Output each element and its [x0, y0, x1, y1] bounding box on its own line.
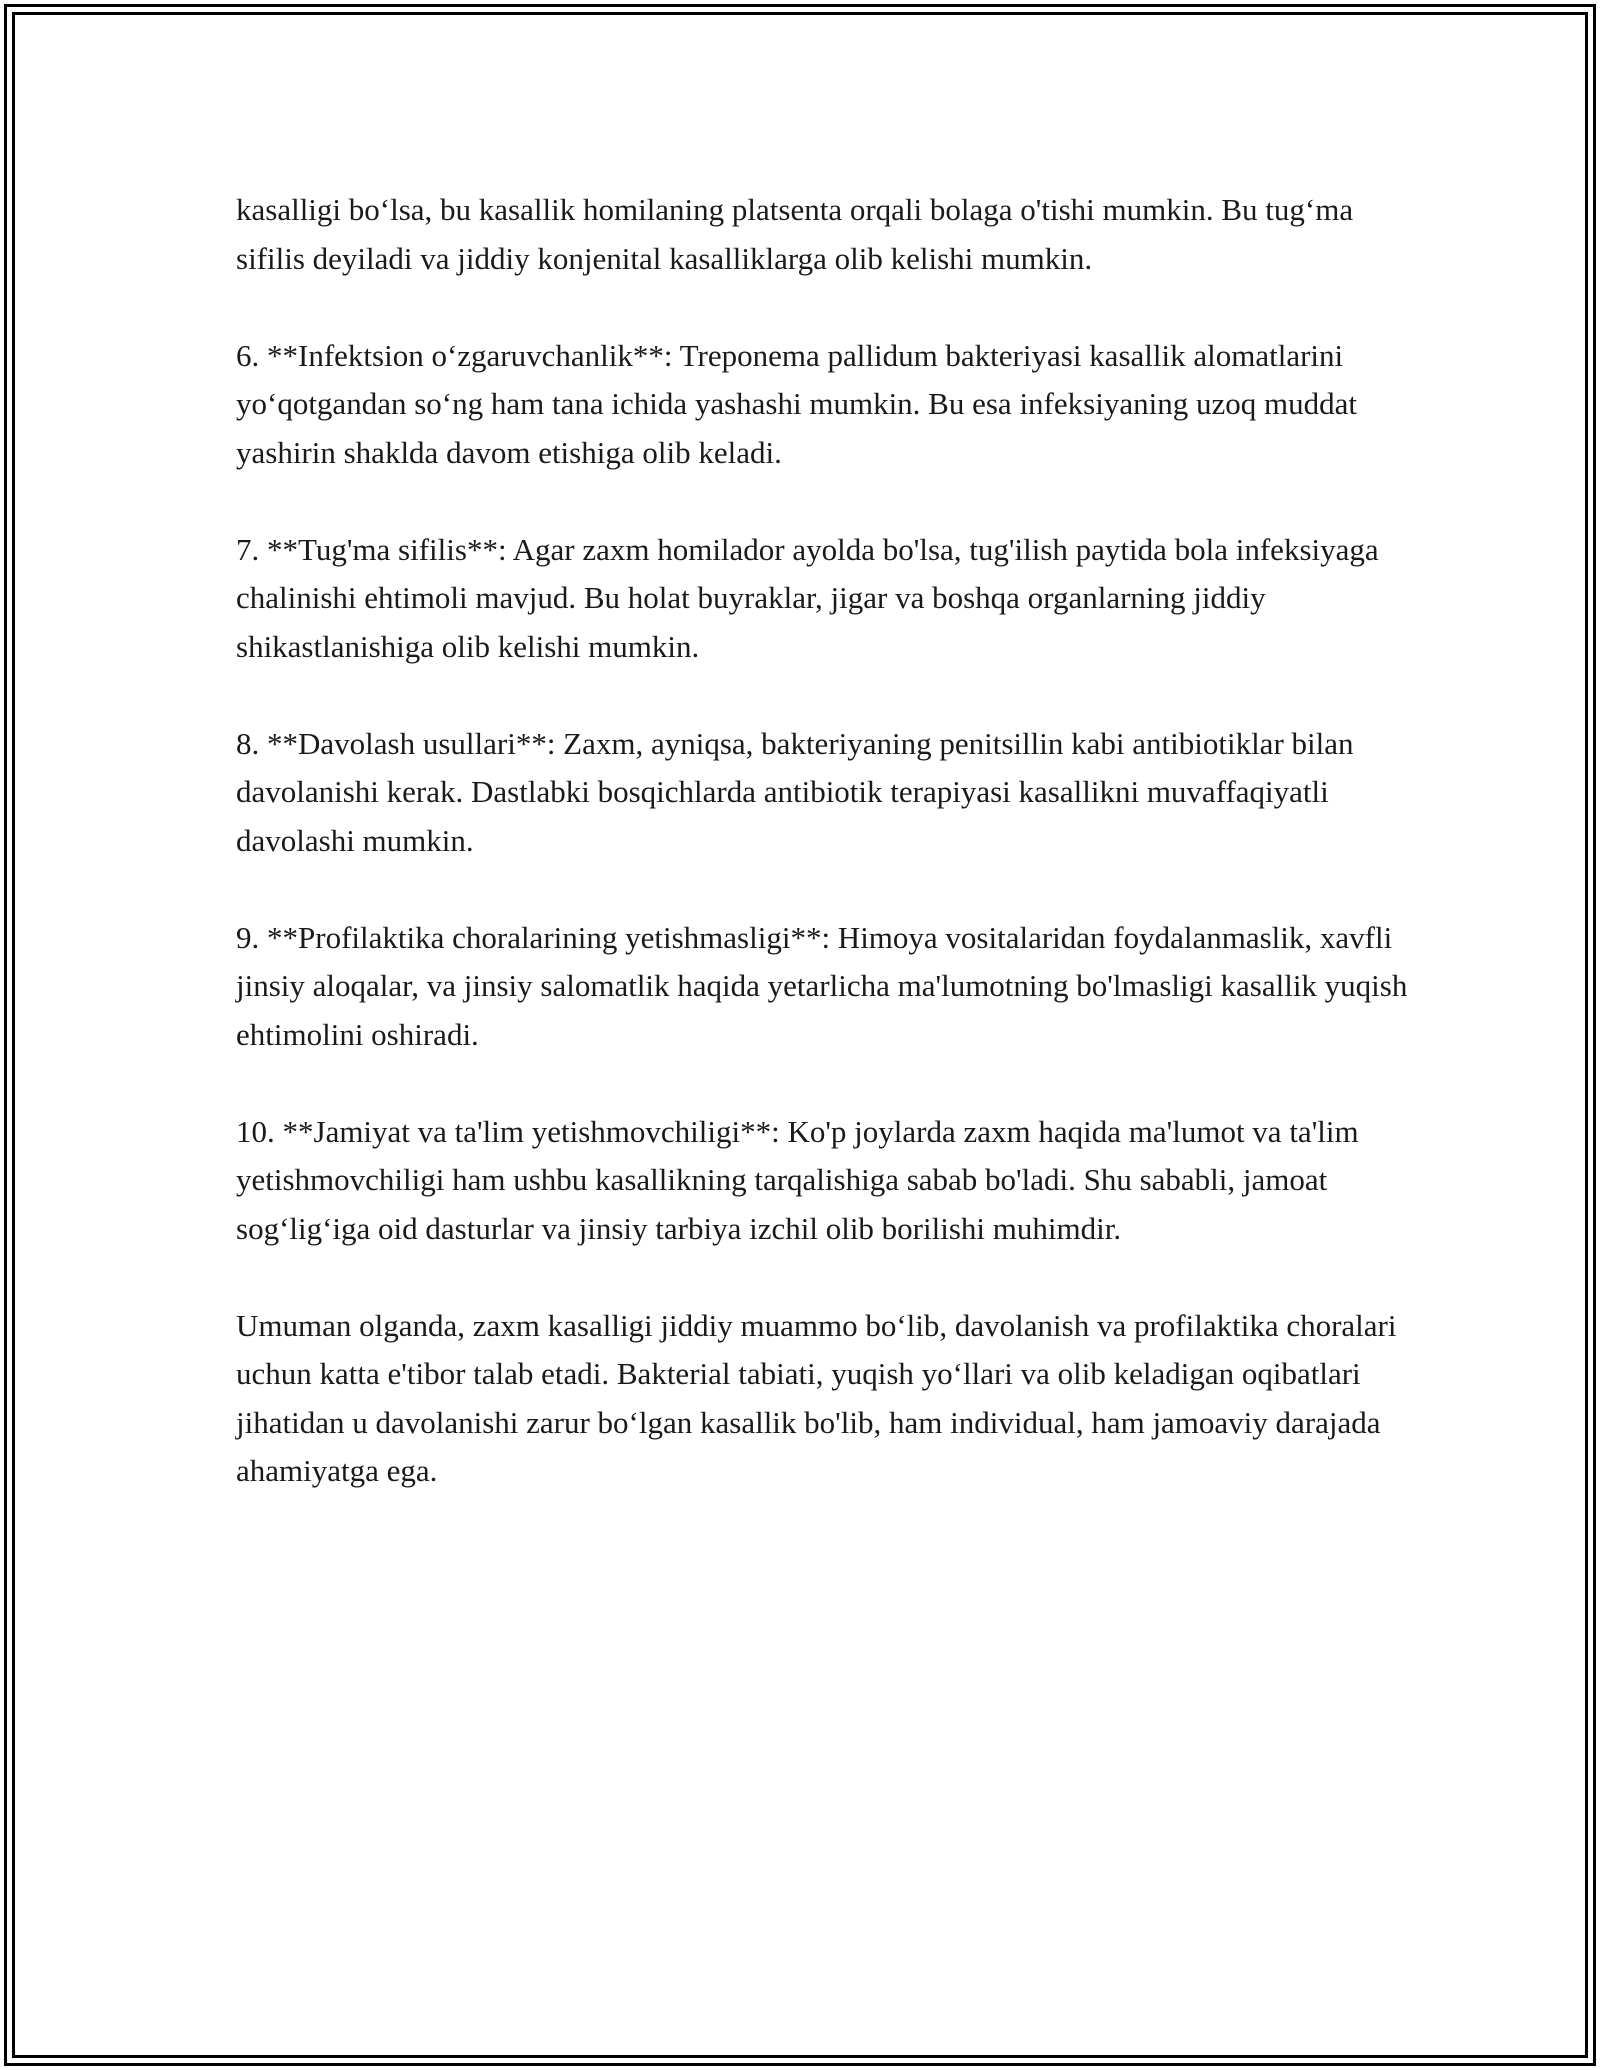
paragraph-item-8: 8. **Davolash usullari**: Zaxm, ayniqsa, bakteriyaning penitsillin kabi antibiotiklar bilan davolanishi kerak. Dastlabki bosqichlarda antibiotik terapiyasi kasallikni muvaffaqiyatli davolashi mumkin. [236, 725, 1354, 858]
paragraph-item-10: 10. **Jamiyat va ta'lim yetishmovchiligi**: Ko'p joylarda zaxm haqida ma'lumot va ta'lim yetishmovchiligi ham ushbu kasallikning tarqalishiga sabab bo'ladi. Shu sababli, jamoat sog‘lig‘iga oid dasturlar va jinsiy tarbiya izchil olib borilishi muhimdir. [236, 1113, 1359, 1246]
paragraph-item-7: 7. **Tug'ma sifilis**: Agar zaxm homilador ayolda bo'lsa, tug'ilish paytida bola infeksiyaga chalinishi ehtimoli mavjud. Bu holat buyraklar, jigar va boshqa organlarning jiddiy shikastlanishiga olib kelishi mumkin. [236, 531, 1379, 664]
paragraph-item-6: 6. **Infektsion o‘zgaruvchanlik**: Treponema pallidum bakteriyasi kasallik alomatlarini yo‘qotgandan so‘ng ham tana ichida yashashi mumkin. Bu esa infeksiyaning uzoq muddat yashirin shaklda davom etishiga olib keladi. [236, 337, 1357, 470]
document-body [236, 186, 1416, 1496]
paragraph-continuation: kasalligi bo‘lsa, bu kasallik homilaning platsenta orqali bolaga o'tishi mumkin. Bu tug‘ma sifilis deyiladi va jiddiy konjenital kasalliklarga olib kelishi mumkin. [236, 192, 1354, 276]
paragraph-conclusion: Umuman olganda, zaxm kasalligi jiddiy muammo bo‘lib, davolanish va profilaktika choralari uchun katta e'tibor talab etadi. Bakterial tabiati, yuqish yo‘llari va olib keladigan oqibatlari jihatidan u davolanishi zarur bo‘lgan kasallik bo'lib, ham individual, ham jamoaviy darajada ahamiyatga ega. [236, 1307, 1397, 1488]
paragraph-item-9: 9. **Profilaktika choralarining yetishmasligi**: Himoya vositalaridan foydalanmaslik, xavfli jinsiy aloqalar, va jinsiy salomatlik haqida yetarlicha ma'lumotning bo'lmasligi kasallik yuqish ehtimolini oshiradi. [236, 919, 1408, 1052]
